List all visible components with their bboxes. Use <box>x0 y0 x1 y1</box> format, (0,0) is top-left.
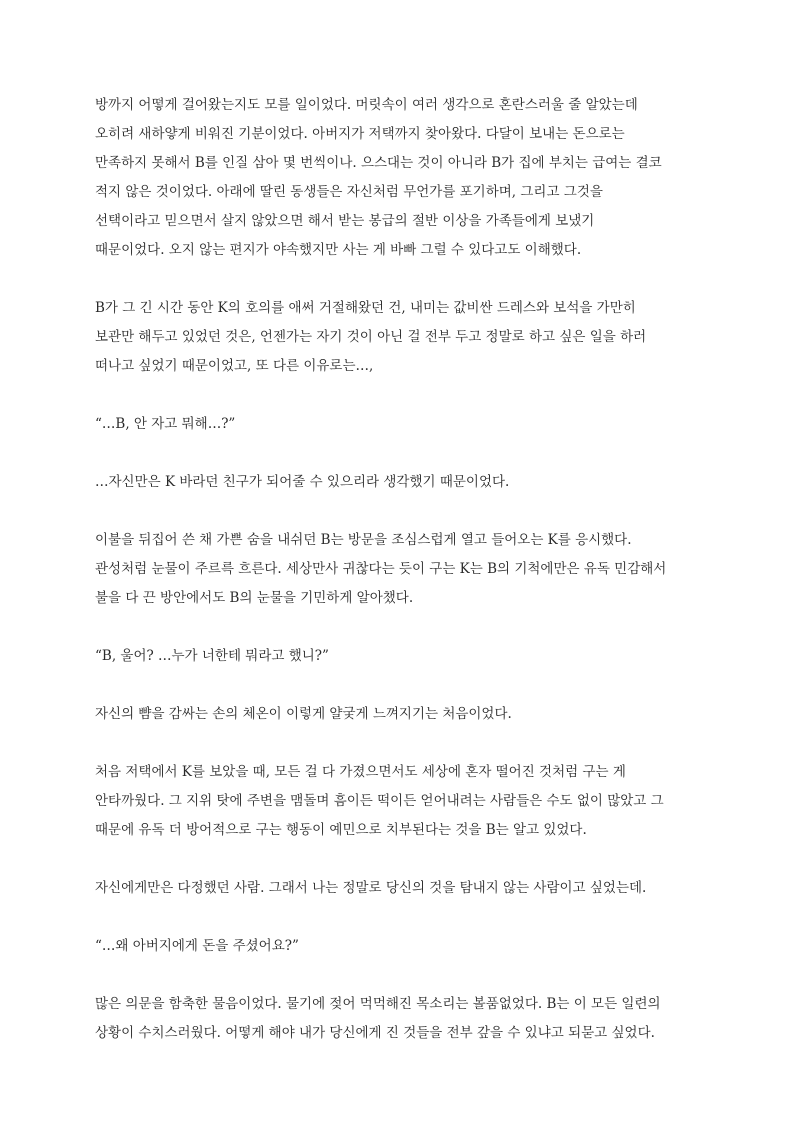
dialogue-2: “B, 울어? …누가 너한테 뭐라고 했니?” <box>95 648 329 664</box>
paragraph-1: 방까지 어떻게 걸어왔는지도 모를 일이었다. 머릿속이 여러 생각으로 혼란스러울 줄 알았는데 오히려 새하얗게 비워진 기분이었다. 아버지가 저택까지 찾아왔다. 다달이 보내는 돈으로는 만족하지 못해서 B를 인질 삼아 몇 번씩이나. 으스대는 것이 아니라 B가 집에 부치는 급여는 결코 적지 않은 것이었다. 아래에 딸린 동생들은 자신처럼 무언가를 포기하며, 그리고 그것을 선택이라고 믿으면서 살지 않았으면 해서 받는 봉급의 절반 이상을 가족들에게 보냈기 때문이었다. 오지 않는 편지가 야속했지만 사는 게 바빠 그럴 수 있다고도 이해했다. <box>95 97 662 258</box>
paragraph-5: 자신의 뺨을 감싸는 손의 체온이 이렇게 얄궂게 느껴지기는 처음이었다. <box>95 706 512 722</box>
dialogue-3: “…왜 아버지에게 돈을 주셨어요?” <box>95 938 299 954</box>
paragraph-4: 이불을 뒤집어 쓴 채 가쁜 숨을 내쉬던 B는 방문을 조심스럽게 열고 들어오는 K를 응시했다. 관성처럼 눈물이 주르륵 흐른다. 세상만사 귀찮다는 듯이 구는 K는 B의 기척에만은 유독 민감해서 불을 다 끈 방안에서도 B의 눈물을 기민하게 알아챘다. <box>95 532 667 606</box>
dialogue-1: “…B, 안 자고 뭐해…?” <box>95 416 236 432</box>
paragraph-7: 자신에게만은 다정했던 사람. 그래서 나는 정말로 당신의 것을 탐내지 않는 사람이고 싶었는데. <box>95 880 647 896</box>
body-text <box>95 91 715 1048</box>
paragraph-3: …자신만은 K 바라던 친구가 되어줄 수 있으리라 생각했기 때문이었다. <box>95 474 510 490</box>
paragraph-6: 처음 저택에서 K를 보았을 때, 모든 걸 다 가졌으면서도 세상에 혼자 떨어진 것처럼 구는 게 안타까웠다. 그 지위 탓에 주변을 맴돌며 흠이든 떡이든 얻어내려는 사람들은 수도 없이 많았고 그 때문에 유독 더 방어적으로 구는 행동이 예민으로 치부된다는 것을 B는 알고 있었다. <box>95 764 664 838</box>
paragraph-2: B가 그 긴 시간 동안 K의 호의를 애써 거절해왔던 건, 내미는 값비싼 드레스와 보석을 가만히 보관만 해두고 있었던 것은, 언젠가는 자기 것이 아닌 걸 전부 두고 정말로 하고 싶은 일을 하러 떠나고 싶었기 때문이었고, 또 다른 이유로는…, <box>95 300 647 374</box>
paragraph-8: 많은 의문을 함축한 물음이었다. 물기에 젖어 먹먹해진 목소리는 볼품없었다. B는 이 모든 일련의 상황이 수치스러웠다. 어떻게 해야 내가 당신에게 진 것들을 전부 갚을 수 있냐고 되묻고 싶었다. <box>95 996 661 1041</box>
